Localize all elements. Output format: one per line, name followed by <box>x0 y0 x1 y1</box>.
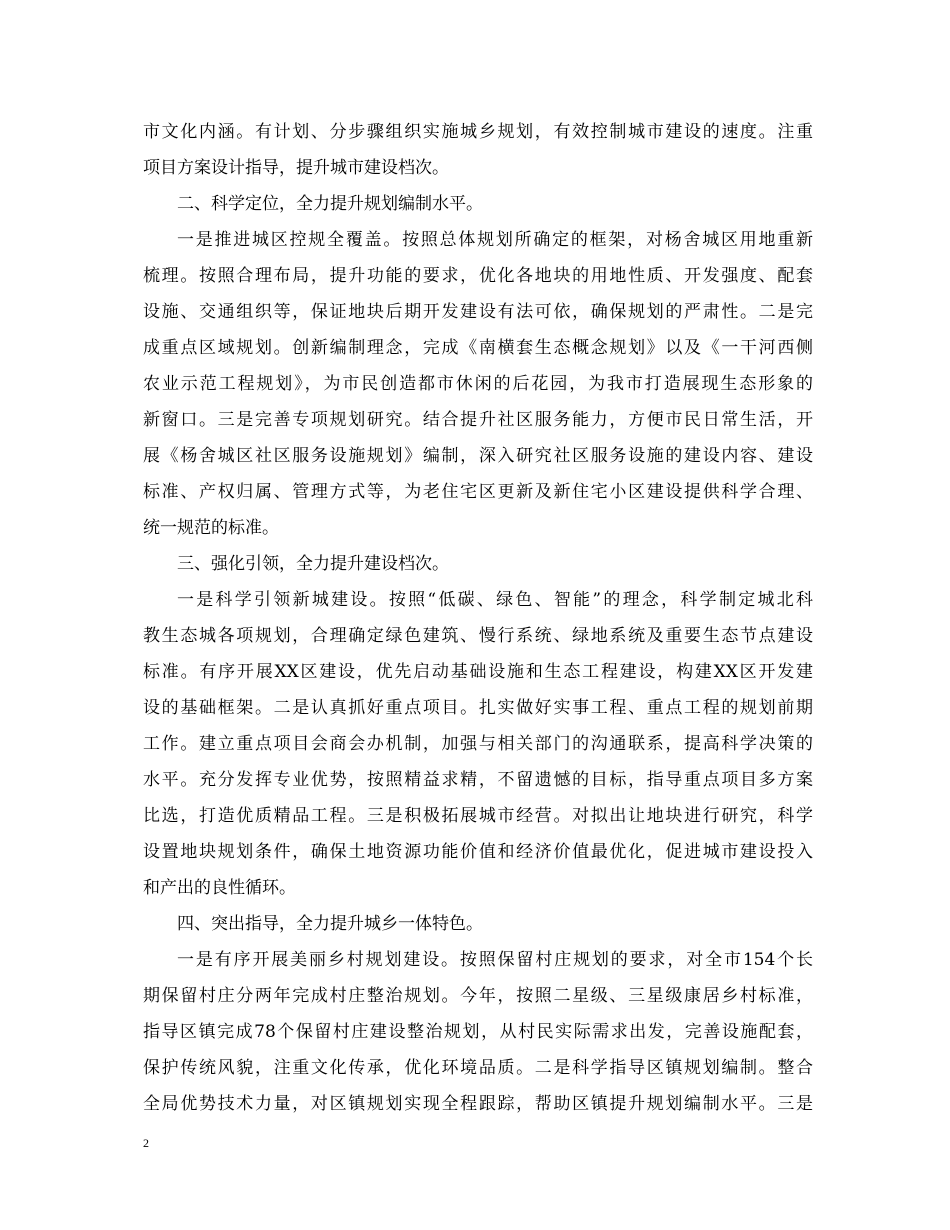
text-line: 设置地块规划条件，确保土地资源功能价值和经济价值最优化，促进城市建设投入 <box>143 842 813 862</box>
text-line: 展《杨舍城区社区服务设施规划》编制，深入研究社区服务设施的建设内容、建设 <box>143 446 813 466</box>
text-line: 和产出的良性循环。 <box>143 878 296 898</box>
text-line: 保护传统风貌，注重文化传承，优化环境品质。二是科学指导区镇规划编制。整合 <box>143 1058 813 1078</box>
section-heading: 四、突出指导，全力提升城乡一体特色。 <box>177 914 483 934</box>
body-text <box>143 114 813 1122</box>
text-line: 农业示范工程规划》，为市民创造都市休闲的后花园，为我市打造展现生态形象的 <box>143 374 813 394</box>
text-line: 一是有序开展美丽乡村规划建设。按照保留村庄规划的要求，对全市154个长 <box>177 950 813 970</box>
page-number: 2 <box>143 1136 149 1150</box>
text-line: 梳理。按照合理布局，提升功能的要求，优化各地块的用地性质、开发强度、配套 <box>143 266 813 286</box>
text-line: 标准、产权归属、管理方式等，为老住宅区更新及新住宅小区建设提供科学合理、 <box>143 482 813 502</box>
text-line: 设施、交通组织等，保证地块后期开发建设有法可依，确保规划的严肃性。二是完 <box>143 302 813 322</box>
section-heading: 三、强化引领，全力提升建设档次。 <box>177 554 449 574</box>
text-line: 一是推进城区控规全覆盖。按照总体规划所确定的框架，对杨舍城区用地重新 <box>177 230 813 250</box>
text-line: 指导区镇完成78个保留村庄建设整治规划，从村民实际需求出发，完善设施配套， <box>143 1022 813 1042</box>
text-line: 设的基础框架。二是认真抓好重点项目。扎实做好实事工程、重点工程的规划前期 <box>143 698 813 718</box>
text-line: 工作。建立重点项目会商会办机制，加强与相关部门的沟通联系，提高科学决策的 <box>143 734 813 754</box>
text-line: 全局优势技术力量，对区镇规划实现全程跟踪，帮助区镇提升规划编制水平。三是 <box>143 1094 813 1114</box>
text-line: 教生态城各项规划，合理确定绿色建筑、慢行系统、绿地系统及重要生态节点建设 <box>143 626 813 646</box>
text-line: 新窗口。三是完善专项规划研究。结合提升社区服务能力，方便市民日常生活，开 <box>143 410 813 430</box>
section-heading: 二、科学定位，全力提升规划编制水平。 <box>177 194 483 214</box>
text-line: 标准。有序开展XX区建设，优先启动基础设施和生态工程建设，构建XX区开发建 <box>143 662 813 682</box>
text-line: 水平。充分发挥专业优势，按照精益求精，不留遗憾的目标，指导重点项目多方案 <box>143 770 813 790</box>
text-line: 一是科学引领新城建设。按照“低碳、绿色、智能”的理念，科学制定城北科 <box>177 590 813 610</box>
text-line: 期保留村庄分两年完成村庄整治规划。今年，按照二星级、三星级康居乡村标准， <box>143 986 813 1006</box>
text-line: 项目方案设计指导，提升城市建设档次。 <box>143 158 449 178</box>
text-line: 市文化内涵。有计划、分步骤组织实施城乡规划，有效控制城市建设的速度。注重 <box>143 122 813 142</box>
text-line: 成重点区域规划。创新编制理念，完成《南横套生态概念规划》以及《一干河西侧 <box>143 338 813 358</box>
text-line: 比选，打造优质精品工程。三是积极拓展城市经营。对拟出让地块进行研究，科学 <box>143 806 813 826</box>
text-line: 统一规范的标准。 <box>143 518 279 538</box>
